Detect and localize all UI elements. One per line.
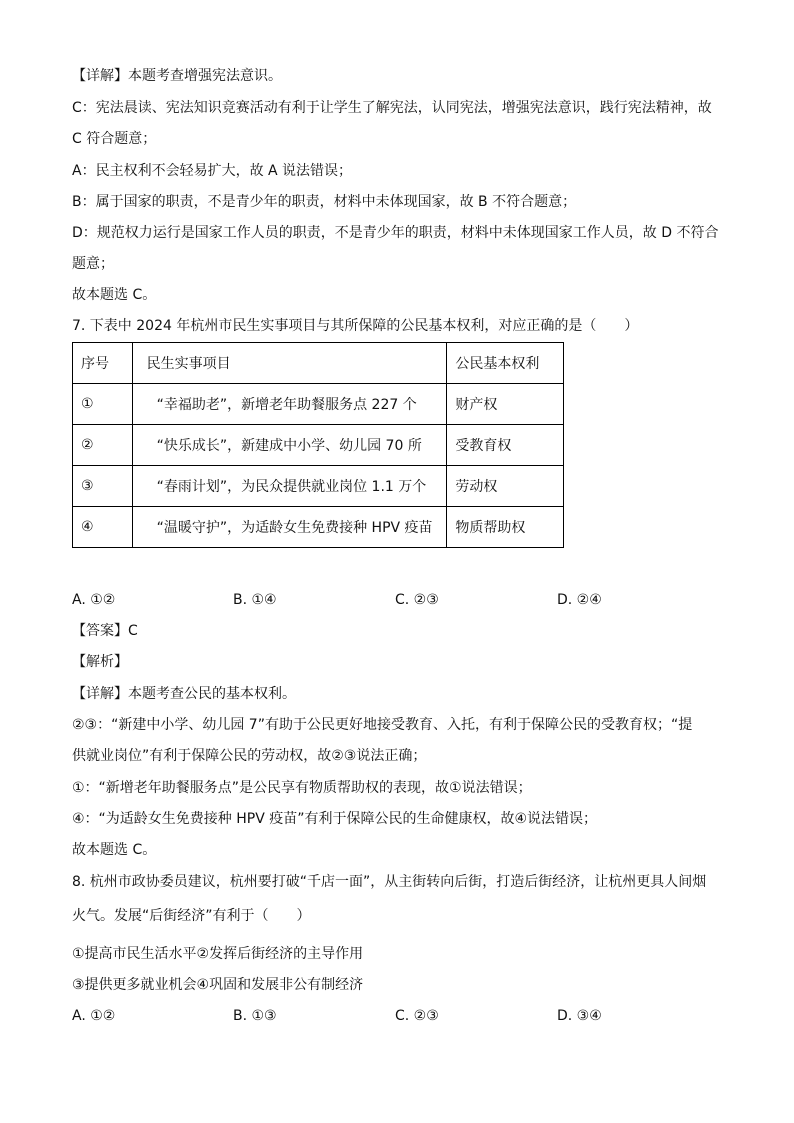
table-cell: ② <box>73 425 133 466</box>
livelihood-projects-table <box>72 342 564 548</box>
table-cell: 物质帮助权 <box>447 507 564 548</box>
option-c: C. ②③ <box>395 592 439 608</box>
table-cell: ③ <box>73 466 133 507</box>
project-text: “温暖守护”，为适龄女生免费接种 HPV 疫苗 <box>156 520 433 536</box>
question-8-stem-line2: 火气。发展“后街经济”有利于（ ） <box>72 908 311 924</box>
project-text: “快乐成长”，新建成中小学、幼儿园 70 所 <box>156 438 422 454</box>
analysis-heading: 【解析】 <box>72 654 128 670</box>
table-row <box>73 425 564 466</box>
table-cell: ① <box>73 384 133 425</box>
table-cell: 财产权 <box>447 384 564 425</box>
question-7-options <box>72 590 732 610</box>
option-a: A. ①② <box>72 1008 116 1024</box>
option-c: C. ②③ <box>395 1008 439 1024</box>
option-d: D. ③④ <box>557 1008 602 1024</box>
option-b: B. ①④ <box>233 592 277 608</box>
explanation-b: B：属于国家的职责，不是青少年的职责，材料中未体现国家，故 B 不符合题意； <box>72 194 577 210</box>
explanation-d-line2: 题意； <box>72 256 114 272</box>
conclusion: 故本题选 C。 <box>72 842 157 858</box>
project-text: “幸福助老”，新增老年助餐服务点 227 个 <box>156 397 417 413</box>
detail-line: 【详解】本题考查公民的基本权利。 <box>72 686 296 702</box>
table-cell: 受教育权 <box>447 425 564 466</box>
explanation-d-line1: D：规范权力运行是国家工作人员的职责，不是青少年的职责，材料中未体现国家工作人员，故 D 不符合 <box>72 225 719 241</box>
option-a: A. ①② <box>72 592 116 608</box>
table-header-row <box>73 343 564 384</box>
option-d: D. ②④ <box>557 592 602 608</box>
answer-line: 【答案】C <box>72 623 138 639</box>
question-8-items-line1: ①提高市民生活水平②发挥后街经济的主导作用 <box>72 946 364 962</box>
table-cell: 劳动权 <box>447 466 564 507</box>
explanation-c-line2: C 符合题意； <box>72 131 157 147</box>
table-cell <box>132 425 447 466</box>
explanation-a: A：民主权利不会轻易扩大，故 A 说法错误； <box>72 163 353 179</box>
question-8-stem-line1: 8. 杭州市政协委员建议，杭州要打破“千店一面”，从主街转向后街，打造后街经济，让杭州更具人间烟 <box>72 874 707 890</box>
table-cell <box>132 466 447 507</box>
header-cell: 公民基本权利 <box>447 343 564 384</box>
header-cell: 民生实事项目 <box>132 343 447 384</box>
project-text: “春雨计划”，为民众提供就业岗位 1.1 万个 <box>156 479 427 495</box>
question-7-stem: 7. 下表中 2024 年杭州市民生实事项目与其所保障的公民基本权利，对应正确的是（ ） <box>72 318 639 334</box>
table-row <box>73 466 564 507</box>
explanation-c-line1: C：宪法晨读、宪法知识竞赛活动有利于让学生了解宪法，认同宪法，增强宪法意识，践行宪法精神，故 <box>72 100 712 116</box>
option-b: B. ①③ <box>233 1008 277 1024</box>
explanation-23-line2: 供就业岗位”有利于保障公民的劳动权，故②③说法正确； <box>72 748 427 764</box>
question-8-items-line2: ③提供更多就业机会④巩固和发展非公有制经济 <box>72 977 364 993</box>
conclusion: 故本题选 C。 <box>72 287 157 303</box>
explanation-1: ①：“新增老年助餐服务点”是公民享有物质帮助权的表现，故①说法错误； <box>72 780 532 796</box>
table-row <box>73 507 564 548</box>
table-cell <box>132 507 447 548</box>
table-row <box>73 384 564 425</box>
table-cell: ④ <box>73 507 133 548</box>
header-cell: 序号 <box>73 343 133 384</box>
explanation-4: ④：“为适龄女生免费接种 HPV 疫苗”有利于保障公民的生命健康权，故④说法错误； <box>72 811 598 827</box>
question-8-options <box>72 1006 732 1026</box>
detail-line: 【详解】本题考查增强宪法意识。 <box>72 68 282 84</box>
explanation-23-line1: ②③：“新建中小学、幼儿园 7”有助于公民更好地接受教育、入托，有利于保障公民的受教育权；“提 <box>72 717 693 733</box>
table-cell <box>132 384 447 425</box>
